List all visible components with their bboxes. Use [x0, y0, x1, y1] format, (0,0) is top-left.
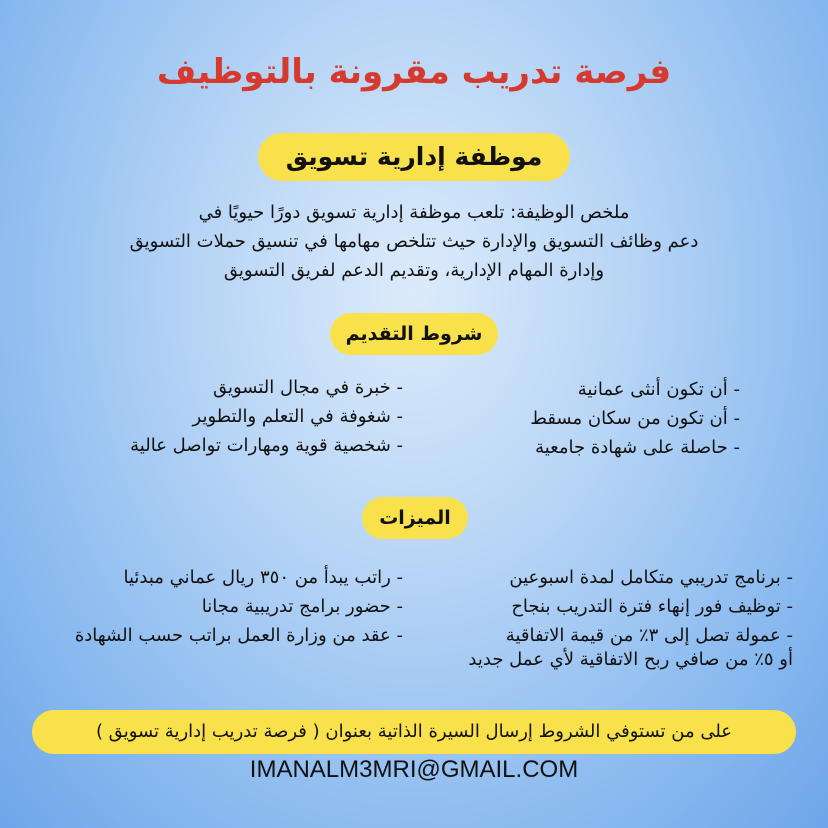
conditions-heading: شروط التقديم: [330, 313, 498, 355]
condition-item: - شخصية قوية ومهارات تواصل عالية: [130, 435, 403, 456]
job-summary: [70, 198, 758, 285]
condition-item: - أن تكون أنثى عمانية: [577, 379, 740, 400]
poster-title: فرصة تدريب مقرونة بالتوظيف: [156, 52, 672, 92]
conditions-list-left: [63, 373, 403, 460]
benefit-extra-line: أو ٥٪ من صافي ربح الاتفاقية لأي عمل جديد: [468, 649, 793, 670]
benefit-item: - راتب يبدأ من ٣٥٠ ريال عماني مبدئيا: [123, 567, 403, 588]
condition-item: - حاصلة على شهادة جامعية: [535, 437, 740, 458]
job-title-badge: موظفة إدارية تسويق: [258, 133, 570, 181]
benefits-heading: الميزات: [362, 497, 468, 539]
benefits-list-left: [23, 563, 403, 650]
summary-line: وإدارة المهام الإدارية، وتقديم الدعم لفريق التسويق: [223, 260, 605, 281]
application-instructions-banner: على من تستوفي الشروط إرسال السيرة الذاتية بعنوان ( فرصة تدريب إدارية تسويق ): [32, 710, 796, 754]
condition-item: - أن تكون من سكان مسقط: [530, 408, 740, 429]
summary-line: ملخص الوظيفة: تلعب موظفة إدارية تسويق دورًا حيويًا في: [198, 202, 630, 223]
benefit-item: - توظيف فور إنهاء فترة التدريب بنجاح: [511, 596, 793, 617]
condition-item: - خبرة في مجال التسويق: [212, 377, 403, 398]
contact-email[interactable]: IMANALM3MRI@GMAIL.COM: [249, 756, 579, 783]
conditions-list-right: [420, 375, 740, 462]
benefit-item: - عقد من وزارة العمل براتب حسب الشهادة: [74, 625, 403, 646]
benefit-item: - عمولة تصل إلى ٣٪ من قيمة الاتفاقية: [505, 625, 793, 646]
benefits-list-right: [403, 563, 793, 650]
benefit-item: - حضور برامج تدريبية مجانا: [201, 596, 403, 617]
condition-item: - شغوفة في التعلم والتطوير: [192, 406, 403, 427]
summary-line: دعم وظائف التسويق والإدارة حيث تتلخص مهامها في تنسيق حملات التسويق: [129, 231, 699, 252]
benefit-item: - برنامج تدريبي متكامل لمدة اسبوعين: [509, 567, 793, 588]
